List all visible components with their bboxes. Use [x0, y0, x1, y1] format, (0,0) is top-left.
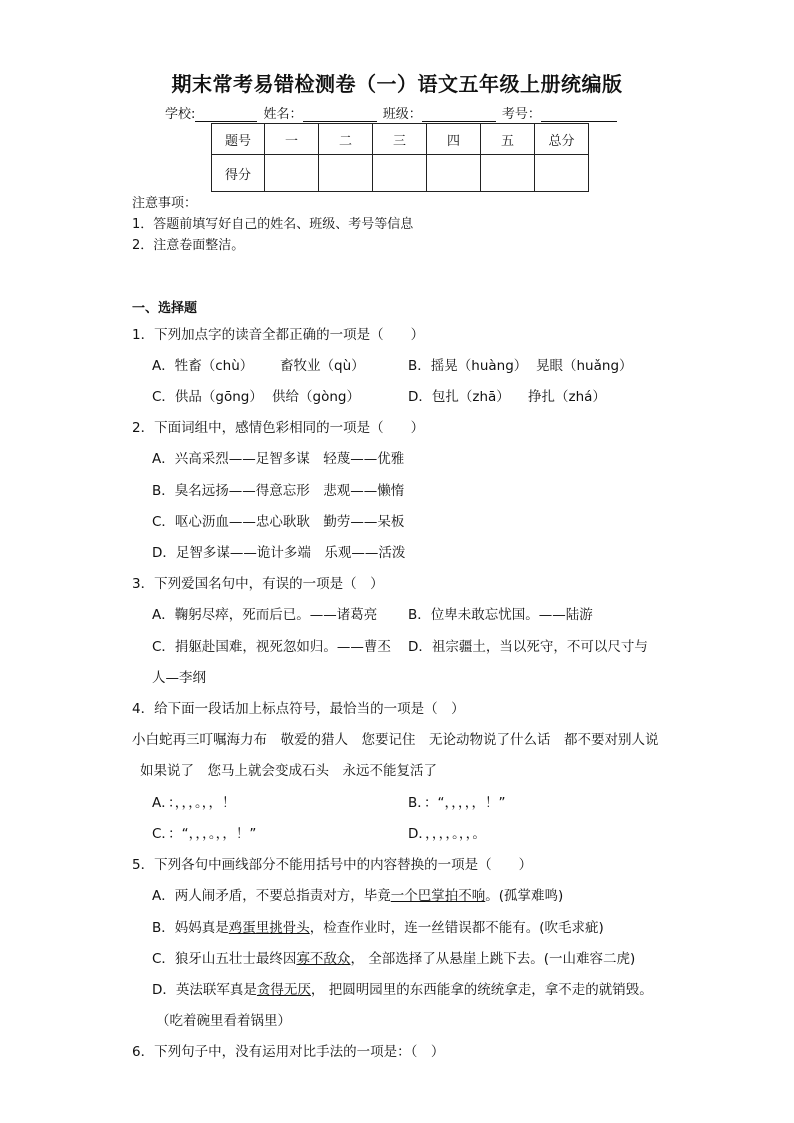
option-b[interactable]: B．位卑未敢忘忧国。——陆游 [408, 607, 593, 623]
score-header-cell: 五 [481, 124, 535, 155]
score-table [211, 123, 589, 192]
option-d[interactable] [152, 978, 653, 998]
score-cell[interactable] [265, 155, 319, 192]
score-row-label: 得分 [212, 155, 265, 192]
option-text: ，检查作业时，连一丝错误都不能有。(吹毛求疵) [309, 920, 604, 936]
passage-line: 小白蛇再三叮嘱海力布 敬爱的猎人 您要记住 无论动物说了什么话 都不要对别人说 [132, 732, 659, 748]
score-cell[interactable] [319, 155, 373, 192]
option-c[interactable]: C．：“，，，。，，！” [152, 826, 257, 842]
score-header-cell: 二 [319, 124, 373, 155]
notes-title: 注意事项： [132, 196, 198, 211]
question-stem: 3．下列爱国名句中，有误的一项是（ ） [132, 576, 384, 592]
underlined-phrase: 寡不敌众 [296, 951, 351, 967]
option-c[interactable] [152, 947, 635, 967]
score-header-cell: 三 [373, 124, 427, 155]
score-header-cell: 一 [265, 124, 319, 155]
option-d[interactable]: D．包扎（zhā） [408, 389, 510, 405]
option-text: C．狼牙山五壮士最终因 [152, 951, 297, 967]
option-c[interactable]: C．呕心沥血——忠心耿耿 勤劳——呆板 [152, 514, 405, 530]
underlined-phrase: 一个巴掌拍不响 [390, 888, 486, 904]
option-b[interactable]: B．摇晃（huàng） [408, 358, 528, 374]
option-a[interactable] [152, 884, 563, 904]
school-label: 学校: [165, 107, 196, 122]
class-blank[interactable] [422, 107, 496, 122]
option-d[interactable]: D．足智多谋——诡计多端 乐观——活泼 [152, 545, 406, 561]
question-stem: 1．下列加点字的读音全都正确的一项是（ ） [132, 327, 425, 343]
exam-title: 期末常考易错检测卷（一）语文五年级上册统编版 [171, 72, 623, 96]
option-row [152, 635, 648, 655]
question-stem: 6．下列句子中，没有运用对比手法的一项是：（ ） [132, 1044, 445, 1060]
option-b-word: 晃眼（huǎng） [536, 358, 633, 374]
notes-item: 1．答题前填写好自己的姓名、班级、考号等信息 [132, 217, 414, 232]
option-row [152, 822, 486, 842]
notes-item: 2．注意卷面整洁。 [132, 238, 245, 253]
option-row [152, 791, 506, 811]
underlined-phrase: 贪得无厌 [256, 982, 311, 998]
option-text: A．两人闹矛盾，不要总指责对方，毕竟 [152, 888, 391, 904]
option-text: 。(孤掌难鸣) [485, 888, 564, 904]
school-blank[interactable] [195, 107, 257, 122]
exam-no-label: 考号： [501, 107, 541, 122]
option-a[interactable]: A．：，，，。，，！ [152, 795, 236, 811]
score-cell[interactable] [535, 155, 589, 192]
option-a[interactable]: A．鞠躬尽瘁，死而后已。——诸葛亮 [152, 607, 378, 623]
score-header-cell: 总分 [535, 124, 589, 155]
option-row [152, 354, 633, 374]
section-heading: 一、选择题 [132, 301, 198, 316]
question-stem: 5．下列各句中画线部分不能用括号中的内容替换的一项是（ ） [132, 857, 533, 873]
option-row [152, 385, 606, 405]
class-label: 班级： [382, 107, 422, 122]
option-c[interactable]: C．供品（gōng） [152, 389, 263, 405]
notes-block [132, 193, 413, 256]
option-a-word: 畜牧业（qù） [280, 358, 365, 374]
option-d-continuation: 人—李纲 [152, 670, 206, 686]
option-text: ， 把圆明园里的东西能拿的统统拿走，拿不走的就销毁。 [310, 982, 653, 998]
option-a[interactable]: A．兴高采烈——足智多谋 轻蔑——优雅 [152, 451, 405, 467]
question-stem: 4．给下面一段话加上标点符号，最恰当的一项是（ ） [132, 701, 465, 717]
score-cell[interactable] [481, 155, 535, 192]
option-b[interactable]: B．臭名远扬——得意忘形 悲观——懒惰 [152, 483, 405, 499]
student-info-line [165, 103, 619, 122]
score-header-cell: 题号 [212, 124, 265, 155]
option-c[interactable]: C．捐躯赴国难，视死忽如归。——曹丕 [152, 639, 391, 655]
passage-line: 如果说了 您马上就会变成石头 永远不能复活了 [140, 763, 437, 779]
option-d-word: 挣扎（zhá） [528, 389, 606, 405]
option-text: D．英法联军真是 [152, 982, 257, 998]
option-row [152, 603, 593, 623]
name-blank[interactable] [303, 107, 377, 122]
underlined-phrase: 鸡蛋里挑骨头 [228, 920, 310, 936]
question-stem: 2．下面词组中，感情色彩相同的一项是（ ） [132, 420, 425, 436]
option-d[interactable]: D．，，，，。，，。 [408, 826, 486, 842]
option-c-word: 供给（gòng） [272, 389, 360, 405]
option-a[interactable]: A．牲畜（chù） [152, 358, 254, 374]
option-d-continuation: （吃着碗里看着锅里） [156, 1013, 291, 1029]
option-d[interactable]: D．祖宗疆土，当以死守，不可以尺寸与 [408, 639, 648, 655]
exam-no-blank[interactable] [541, 107, 617, 122]
option-b[interactable]: B．：“，，，，，！” [408, 795, 506, 811]
name-label: 姓名： [263, 107, 303, 122]
score-header-cell: 四 [427, 124, 481, 155]
option-text: ， 全部选择了从悬崖上跳下去。(一山难容二虎) [350, 951, 636, 967]
option-b[interactable] [152, 916, 604, 936]
option-text: B．妈妈真是 [152, 920, 229, 936]
score-cell[interactable] [427, 155, 481, 192]
score-cell[interactable] [373, 155, 427, 192]
